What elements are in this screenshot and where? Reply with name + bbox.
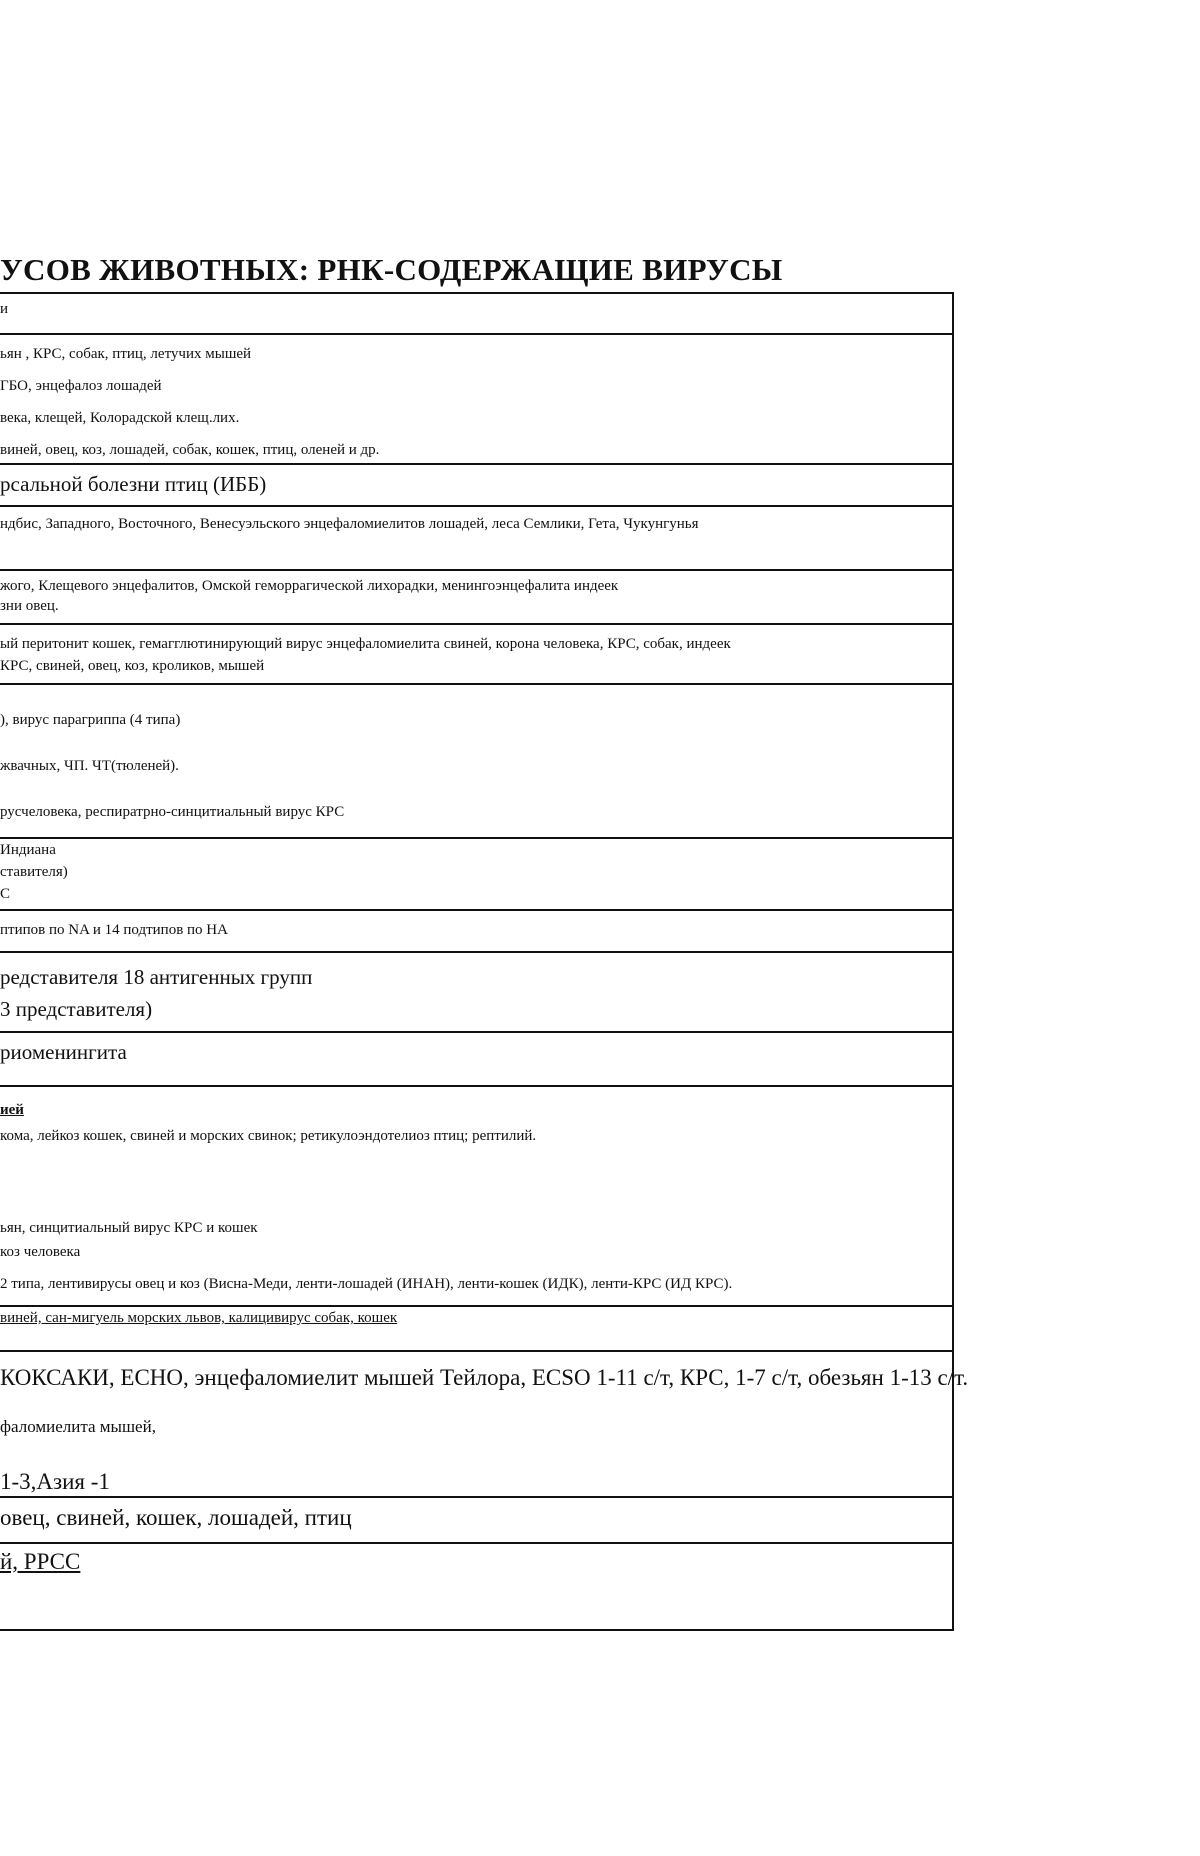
table-line: й, РРСС — [0, 1549, 81, 1574]
table-line: ндбис, Западного, Восточного, Венесуэльского энцефаломиелитов лошадей, леса Семлики, Гета, Чукунгунья — [0, 516, 699, 532]
table-line: С — [0, 886, 11, 902]
table-line: ставителя) — [0, 864, 68, 880]
table-line: века, клещей, Колорадской клещ.лих. — [0, 410, 240, 426]
table-line: жвачных, ЧП. ЧТ(тюленей). — [0, 758, 179, 774]
table-line: редставителя 18 антигенных групп — [0, 965, 313, 989]
table-section — [0, 335, 952, 465]
table-section — [0, 625, 952, 685]
table-line: Индиана — [0, 842, 56, 858]
table-line: виней, овец, коз, лошадей, собак, кошек, птиц, оленей и др. — [0, 442, 380, 458]
table-line: зни овец. — [0, 598, 59, 614]
table-line: КОКСАКИ, ЕСНО, энцефаломиелит мышей Тейлора, ECSO 1-11 с/т, КРС, 1-7 с/т, обезьян 1-13 с/т. — [0, 1365, 969, 1390]
table-section — [0, 1352, 969, 1498]
table-line: жого, Клещевого энцефалитов, Омской геморрагической лихорадки, менингоэнцефалита индеек — [0, 578, 619, 594]
table-line: фаломиелита мышей, — [0, 1417, 156, 1436]
table-line: 3 представителя) — [0, 997, 153, 1021]
table-line: риоменингита — [0, 1040, 127, 1064]
table-line: ), вирус парагриппа (4 типа) — [0, 712, 181, 728]
table-section — [0, 465, 952, 507]
table-section — [0, 1087, 952, 1307]
table-section — [0, 911, 952, 953]
table-line: ьян, синцитиальный вирус КРС и кошек — [0, 1220, 258, 1236]
table-section — [0, 1033, 952, 1087]
table-section — [0, 294, 952, 335]
table-line: ГБО, энцефалоз лошадей — [0, 378, 162, 394]
table-line: КРС, свиней, овец, коз, кроликов, мышей — [0, 658, 265, 674]
table-section — [0, 1544, 952, 1629]
table-line: ией — [0, 1102, 24, 1118]
table-section — [0, 685, 952, 839]
table-section — [0, 839, 952, 911]
table-section — [0, 1307, 952, 1352]
table-line: русчеловека, респиратрно-синцитиальный вирус КРС — [0, 804, 345, 820]
table-line: ый перитонит кошек, гемагглютинирующий вирус энцефаломиелита свиней, корона человека, КРС, собак, индеек — [0, 636, 731, 652]
table-section — [0, 571, 952, 625]
table-line: 2 типа, лентивирусы овец и коз (Висна-Меди, ленти-лошадей (ИНАН), ленти-кошек (ИДК), ленти-КРС (ИД КРС). — [0, 1276, 733, 1292]
table-line: рсальной болезни птиц (ИББ) — [0, 472, 267, 496]
table-section — [0, 507, 952, 571]
page-title: УСОВ ЖИВОТНЫХ: РНК-СОДЕРЖАЩИЕ ВИРУСЫ — [0, 252, 783, 287]
table-line: и — [0, 301, 9, 317]
virus-table — [0, 292, 969, 1631]
table-line: овец, свиней, кошек, лошадей, птиц — [0, 1505, 352, 1530]
table-line: птипов по NA и 14 подтипов по НА — [0, 922, 228, 938]
table-section — [0, 953, 952, 1033]
table-line: коз человека — [0, 1244, 81, 1260]
table-line: ьян , КРС, собак, птиц, летучих мышей — [0, 346, 252, 362]
table-section — [0, 1498, 952, 1544]
table-line: кома, лейкоз кошек, свиней и морских свинок; ретикулоэндотелиоз птиц; рептилий. — [0, 1128, 537, 1144]
table-line: виней, сан-мигуель морских львов, калицивирус собак, кошек — [0, 1310, 398, 1326]
table-line: 1-3,Азия -1 — [0, 1469, 110, 1494]
